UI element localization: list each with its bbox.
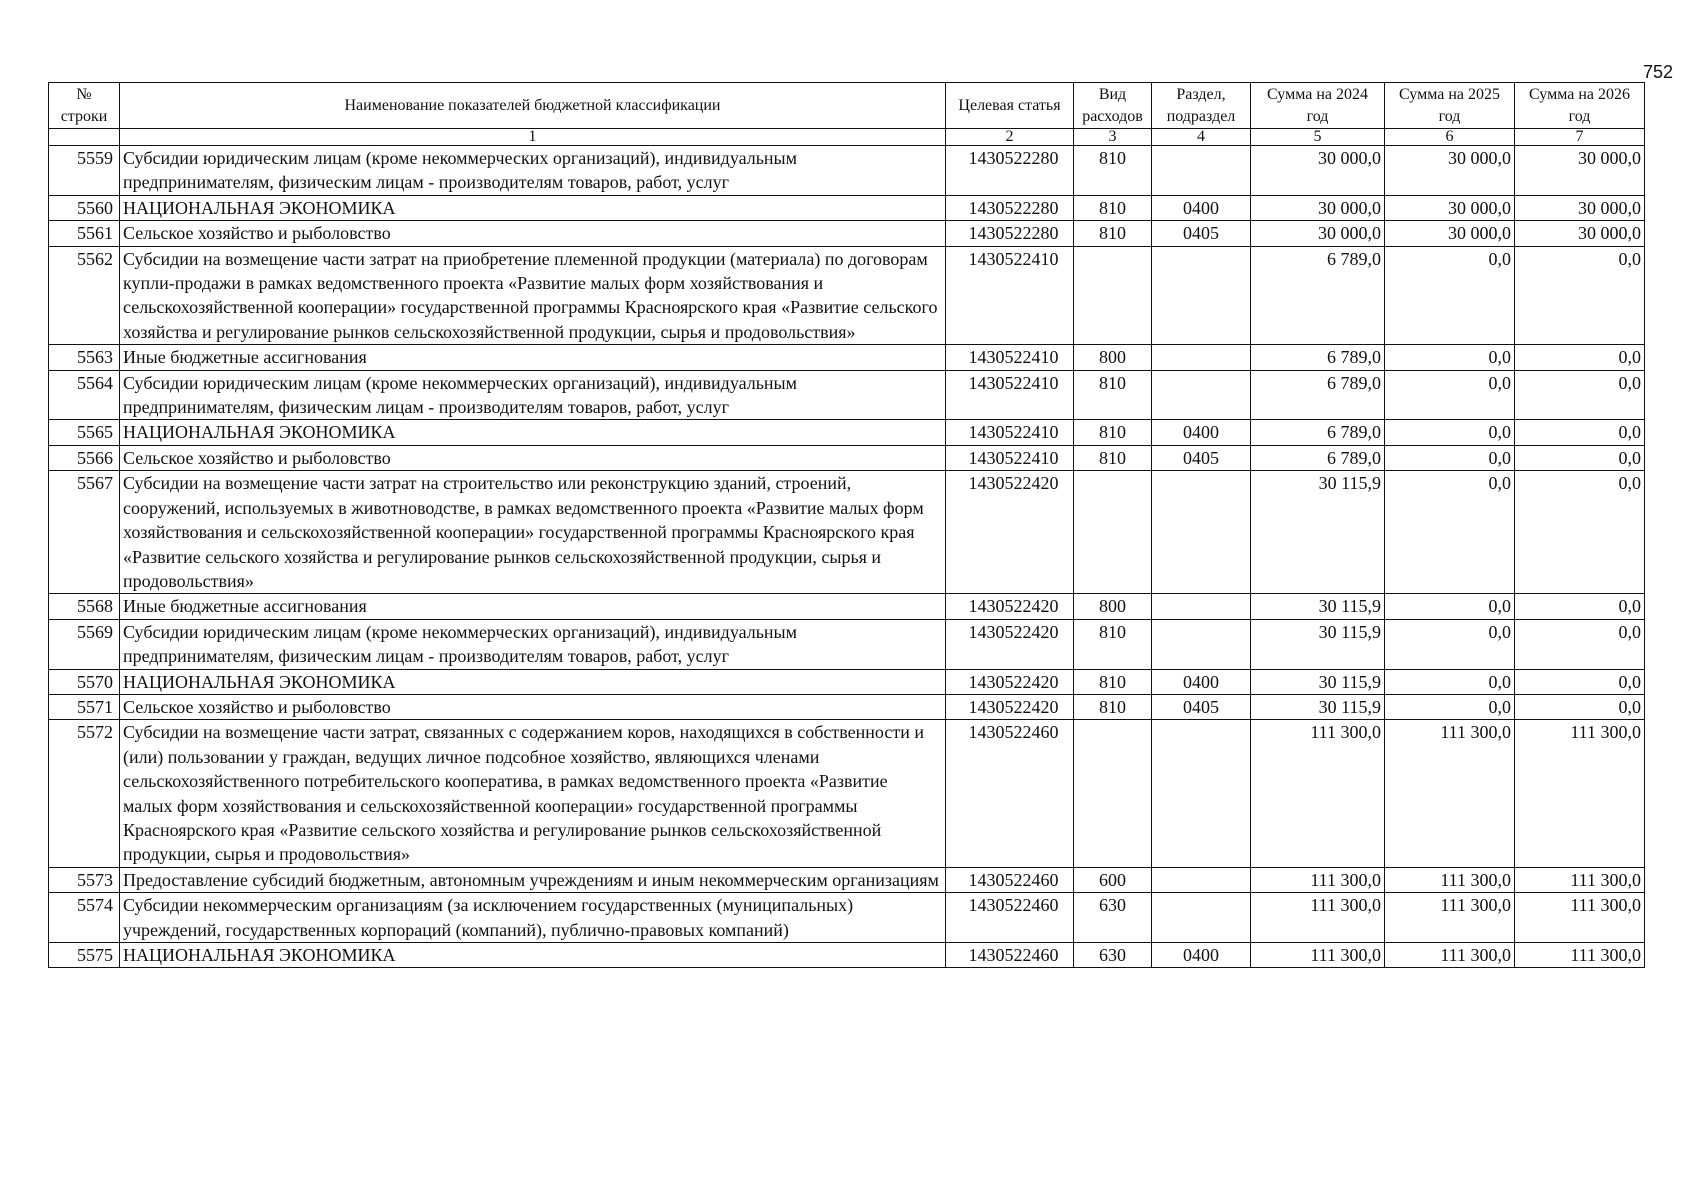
table-row — [49, 893, 1645, 943]
row-sum-2024: 30 000,0 — [1251, 221, 1385, 246]
row-sum-2025: 30 000,0 — [1385, 221, 1515, 246]
row-sum-2025: 0,0 — [1385, 694, 1515, 719]
table-row — [49, 221, 1645, 246]
row-section-code: 0405 — [1152, 221, 1251, 246]
row-expense-type: 810 — [1074, 370, 1152, 420]
row-number: 5564 — [49, 370, 120, 420]
table-row — [49, 594, 1645, 619]
row-section-code — [1152, 594, 1251, 619]
row-name: Субсидии юридическим лицам (кроме некоммерческих организаций), индивидуальным предпринимателям, физическим лицам - производителям товаров, работ, услуг — [120, 619, 946, 669]
column-number-row — [49, 129, 1645, 146]
row-number: 5572 — [49, 720, 120, 867]
row-number: 5574 — [49, 893, 120, 943]
row-expense-type: 600 — [1074, 867, 1152, 892]
row-sum-2024: 111 300,0 — [1251, 893, 1385, 943]
row-sum-2024: 111 300,0 — [1251, 720, 1385, 867]
row-sum-2024: 111 300,0 — [1251, 943, 1385, 968]
table-row — [49, 943, 1645, 968]
row-section-code: 0405 — [1152, 694, 1251, 719]
row-sum-2024: 6 789,0 — [1251, 370, 1385, 420]
row-target-code: 1430522280 — [946, 146, 1074, 196]
row-expense-type: 810 — [1074, 669, 1152, 694]
row-section-code — [1152, 619, 1251, 669]
row-number: 5562 — [49, 246, 120, 345]
row-sum-2026: 111 300,0 — [1515, 720, 1645, 867]
row-sum-2025: 0,0 — [1385, 594, 1515, 619]
row-target-code: 1430522420 — [946, 694, 1074, 719]
column-number: 6 — [1385, 129, 1515, 146]
table-row — [49, 720, 1645, 867]
row-expense-type: 810 — [1074, 694, 1152, 719]
row-number: 5561 — [49, 221, 120, 246]
row-target-code: 1430522460 — [946, 943, 1074, 968]
header-row — [49, 83, 1645, 129]
row-expense-type: 800 — [1074, 345, 1152, 370]
column-number-blank — [49, 129, 120, 146]
table-row — [49, 669, 1645, 694]
table-row — [49, 867, 1645, 892]
row-number: 5566 — [49, 445, 120, 470]
row-expense-type: 810 — [1074, 195, 1152, 220]
column-number: 2 — [946, 129, 1074, 146]
row-sum-2024: 6 789,0 — [1251, 420, 1385, 445]
page-number: 752 — [1642, 62, 1673, 82]
row-sum-2025: 0,0 — [1385, 471, 1515, 594]
row-sum-2026: 0,0 — [1515, 246, 1645, 345]
row-name: Предоставление субсидий бюджетным, автономным учреждениям и иным некоммерческим организациям — [120, 867, 946, 892]
header-sum-2025: Сумма на 2025 год — [1385, 83, 1515, 129]
row-section-code: 0405 — [1152, 445, 1251, 470]
row-number: 5567 — [49, 471, 120, 594]
row-sum-2026: 0,0 — [1515, 594, 1645, 619]
row-sum-2025: 0,0 — [1385, 619, 1515, 669]
row-sum-2024: 30 115,9 — [1251, 619, 1385, 669]
row-number: 5560 — [49, 195, 120, 220]
row-target-code: 1430522280 — [946, 195, 1074, 220]
row-name: Субсидии на возмещение части затрат на строительство или реконструкцию зданий, строений, сооружений, используемых в животноводстве, в рамках ведомственного проекта «Развитие малых форм хозяйствования и сельскохозяйственной кооперации» государственной программы Красноярского края «Развитие сельского хозяйства и регулирование рынков сельскохозяйственной продукции, сырья и продовольствия» — [120, 471, 946, 594]
row-expense-type: 810 — [1074, 445, 1152, 470]
header-name: Наименование показателей бюджетной классификации — [120, 83, 946, 129]
row-sum-2025: 30 000,0 — [1385, 195, 1515, 220]
row-number: 5573 — [49, 867, 120, 892]
table-row — [49, 694, 1645, 719]
row-section-code: 0400 — [1152, 420, 1251, 445]
row-section-code — [1152, 893, 1251, 943]
row-sum-2025: 0,0 — [1385, 345, 1515, 370]
row-sum-2024: 30 000,0 — [1251, 146, 1385, 196]
row-sum-2026: 111 300,0 — [1515, 867, 1645, 892]
row-name: Субсидии на возмещение части затрат на приобретение племенной продукции (материала) по договорам купли-продажи в рамках ведомственного проекта «Развитие малых форм хозяйствования и сельскохозяйственной кооперации» государственной программы Красноярского края «Развитие сельского хозяйства и регулирование рынков сельскохозяйственной продукции, сырья и продовольствия» — [120, 246, 946, 345]
row-name: Субсидии юридическим лицам (кроме некоммерческих организаций), индивидуальным предпринимателям, физическим лицам - производителям товаров, работ, услуг — [120, 370, 946, 420]
row-sum-2024: 30 115,9 — [1251, 694, 1385, 719]
row-sum-2026: 0,0 — [1515, 445, 1645, 470]
row-name: Сельское хозяйство и рыболовство — [120, 694, 946, 719]
row-target-code: 1430522410 — [946, 370, 1074, 420]
row-number: 5563 — [49, 345, 120, 370]
row-expense-type: 810 — [1074, 420, 1152, 445]
row-name: Субсидии юридическим лицам (кроме некоммерческих организаций), индивидуальным предпринимателям, физическим лицам - производителям товаров, работ, услуг — [120, 146, 946, 196]
row-expense-type: 810 — [1074, 146, 1152, 196]
row-sum-2025: 111 300,0 — [1385, 720, 1515, 867]
row-sum-2024: 30 115,9 — [1251, 471, 1385, 594]
row-sum-2024: 111 300,0 — [1251, 867, 1385, 892]
row-sum-2024: 30 000,0 — [1251, 195, 1385, 220]
row-number: 5575 — [49, 943, 120, 968]
row-sum-2026: 30 000,0 — [1515, 195, 1645, 220]
row-sum-2026: 0,0 — [1515, 471, 1645, 594]
table-row — [49, 345, 1645, 370]
row-expense-type: 630 — [1074, 943, 1152, 968]
row-target-code: 1430522410 — [946, 246, 1074, 345]
table-row — [49, 370, 1645, 420]
column-number: 1 — [120, 129, 946, 146]
row-sum-2026: 0,0 — [1515, 694, 1645, 719]
row-target-code: 1430522460 — [946, 893, 1074, 943]
row-number: 5569 — [49, 619, 120, 669]
row-sum-2025: 0,0 — [1385, 246, 1515, 345]
row-sum-2025: 0,0 — [1385, 370, 1515, 420]
row-target-code: 1430522410 — [946, 445, 1074, 470]
row-expense-type: 810 — [1074, 221, 1152, 246]
row-expense-type: 800 — [1074, 594, 1152, 619]
header-sum-2026: Сумма на 2026 год — [1515, 83, 1645, 129]
row-target-code: 1430522410 — [946, 420, 1074, 445]
row-target-code: 1430522420 — [946, 669, 1074, 694]
row-sum-2026: 0,0 — [1515, 619, 1645, 669]
row-target-code: 1430522420 — [946, 619, 1074, 669]
row-sum-2026: 30 000,0 — [1515, 146, 1645, 196]
header-exp-type: Вид расходов — [1074, 83, 1152, 129]
column-number: 7 — [1515, 129, 1645, 146]
header-target: Целевая статья — [946, 83, 1074, 129]
row-number: 5571 — [49, 694, 120, 719]
row-sum-2025: 111 300,0 — [1385, 943, 1515, 968]
column-number: 5 — [1251, 129, 1385, 146]
row-sum-2026: 0,0 — [1515, 420, 1645, 445]
row-sum-2025: 0,0 — [1385, 445, 1515, 470]
table-row — [49, 420, 1645, 445]
row-target-code: 1430522460 — [946, 720, 1074, 867]
row-section-code: 0400 — [1152, 943, 1251, 968]
row-name: НАЦИОНАЛЬНАЯ ЭКОНОМИКА — [120, 420, 946, 445]
row-section-code — [1152, 471, 1251, 594]
row-target-code: 1430522420 — [946, 471, 1074, 594]
row-sum-2026: 30 000,0 — [1515, 221, 1645, 246]
row-section-code — [1152, 720, 1251, 867]
row-expense-type — [1074, 246, 1152, 345]
row-number: 5570 — [49, 669, 120, 694]
row-name: Иные бюджетные ассигнования — [120, 594, 946, 619]
row-expense-type: 630 — [1074, 893, 1152, 943]
row-target-code: 1430522420 — [946, 594, 1074, 619]
row-section-code — [1152, 345, 1251, 370]
row-section-code: 0400 — [1152, 195, 1251, 220]
row-sum-2025: 111 300,0 — [1385, 893, 1515, 943]
row-sum-2025: 30 000,0 — [1385, 146, 1515, 196]
row-sum-2025: 111 300,0 — [1385, 867, 1515, 892]
table-row — [49, 471, 1645, 594]
row-sum-2026: 0,0 — [1515, 669, 1645, 694]
row-expense-type — [1074, 471, 1152, 594]
row-sum-2024: 6 789,0 — [1251, 246, 1385, 345]
row-sum-2025: 0,0 — [1385, 669, 1515, 694]
row-sum-2026: 111 300,0 — [1515, 893, 1645, 943]
row-target-code: 1430522280 — [946, 221, 1074, 246]
header-section: Раздел, подраздел — [1152, 83, 1251, 129]
row-sum-2026: 0,0 — [1515, 345, 1645, 370]
column-number: 4 — [1152, 129, 1251, 146]
table-row — [49, 445, 1645, 470]
row-name: Субсидии на возмещение части затрат, связанных с содержанием коров, находящихся в собственности и (или) пользовании у граждан, ведущих личное подсобное хозяйство, являющихся членами сельскохозяйственного потребительского кооператива, в рамках ведомственного проекта «Развитие малых форм хозяйствования и сельскохозяйственной кооперации» государственной программы Красноярского края «Развитие сельского хозяйства и регулирование рынков сельскохозяйственной продукции, сырья и продовольствия» — [120, 720, 946, 867]
table-row — [49, 246, 1645, 345]
row-sum-2024: 30 115,9 — [1251, 594, 1385, 619]
row-number: 5565 — [49, 420, 120, 445]
row-name: НАЦИОНАЛЬНАЯ ЭКОНОМИКА — [120, 943, 946, 968]
row-sum-2026: 111 300,0 — [1515, 943, 1645, 968]
column-number: 3 — [1074, 129, 1152, 146]
row-sum-2025: 0,0 — [1385, 420, 1515, 445]
row-section-code — [1152, 867, 1251, 892]
header-sum-2024: Сумма на 2024 год — [1251, 83, 1385, 129]
row-sum-2024: 6 789,0 — [1251, 345, 1385, 370]
row-section-code — [1152, 146, 1251, 196]
row-target-code: 1430522460 — [946, 867, 1074, 892]
row-number: 5568 — [49, 594, 120, 619]
row-sum-2026: 0,0 — [1515, 370, 1645, 420]
row-section-code: 0400 — [1152, 669, 1251, 694]
budget-table — [48, 82, 1645, 968]
row-target-code: 1430522410 — [946, 345, 1074, 370]
row-sum-2024: 30 115,9 — [1251, 669, 1385, 694]
row-number: 5559 — [49, 146, 120, 196]
row-section-code — [1152, 370, 1251, 420]
row-name: НАЦИОНАЛЬНАЯ ЭКОНОМИКА — [120, 669, 946, 694]
row-name: Сельское хозяйство и рыболовство — [120, 445, 946, 470]
row-expense-type: 810 — [1074, 619, 1152, 669]
header-row-no: № строки — [49, 83, 120, 129]
row-expense-type — [1074, 720, 1152, 867]
row-section-code — [1152, 246, 1251, 345]
table-row — [49, 619, 1645, 669]
table-row — [49, 146, 1645, 196]
table-row — [49, 195, 1645, 220]
row-name: НАЦИОНАЛЬНАЯ ЭКОНОМИКА — [120, 195, 946, 220]
row-name: Сельское хозяйство и рыболовство — [120, 221, 946, 246]
row-name: Иные бюджетные ассигнования — [120, 345, 946, 370]
row-name: Субсидии некоммерческим организациям (за исключением государственных (муниципальных) учреждений, государственных корпораций (компаний), публично-правовых компаний) — [120, 893, 946, 943]
row-sum-2024: 6 789,0 — [1251, 445, 1385, 470]
